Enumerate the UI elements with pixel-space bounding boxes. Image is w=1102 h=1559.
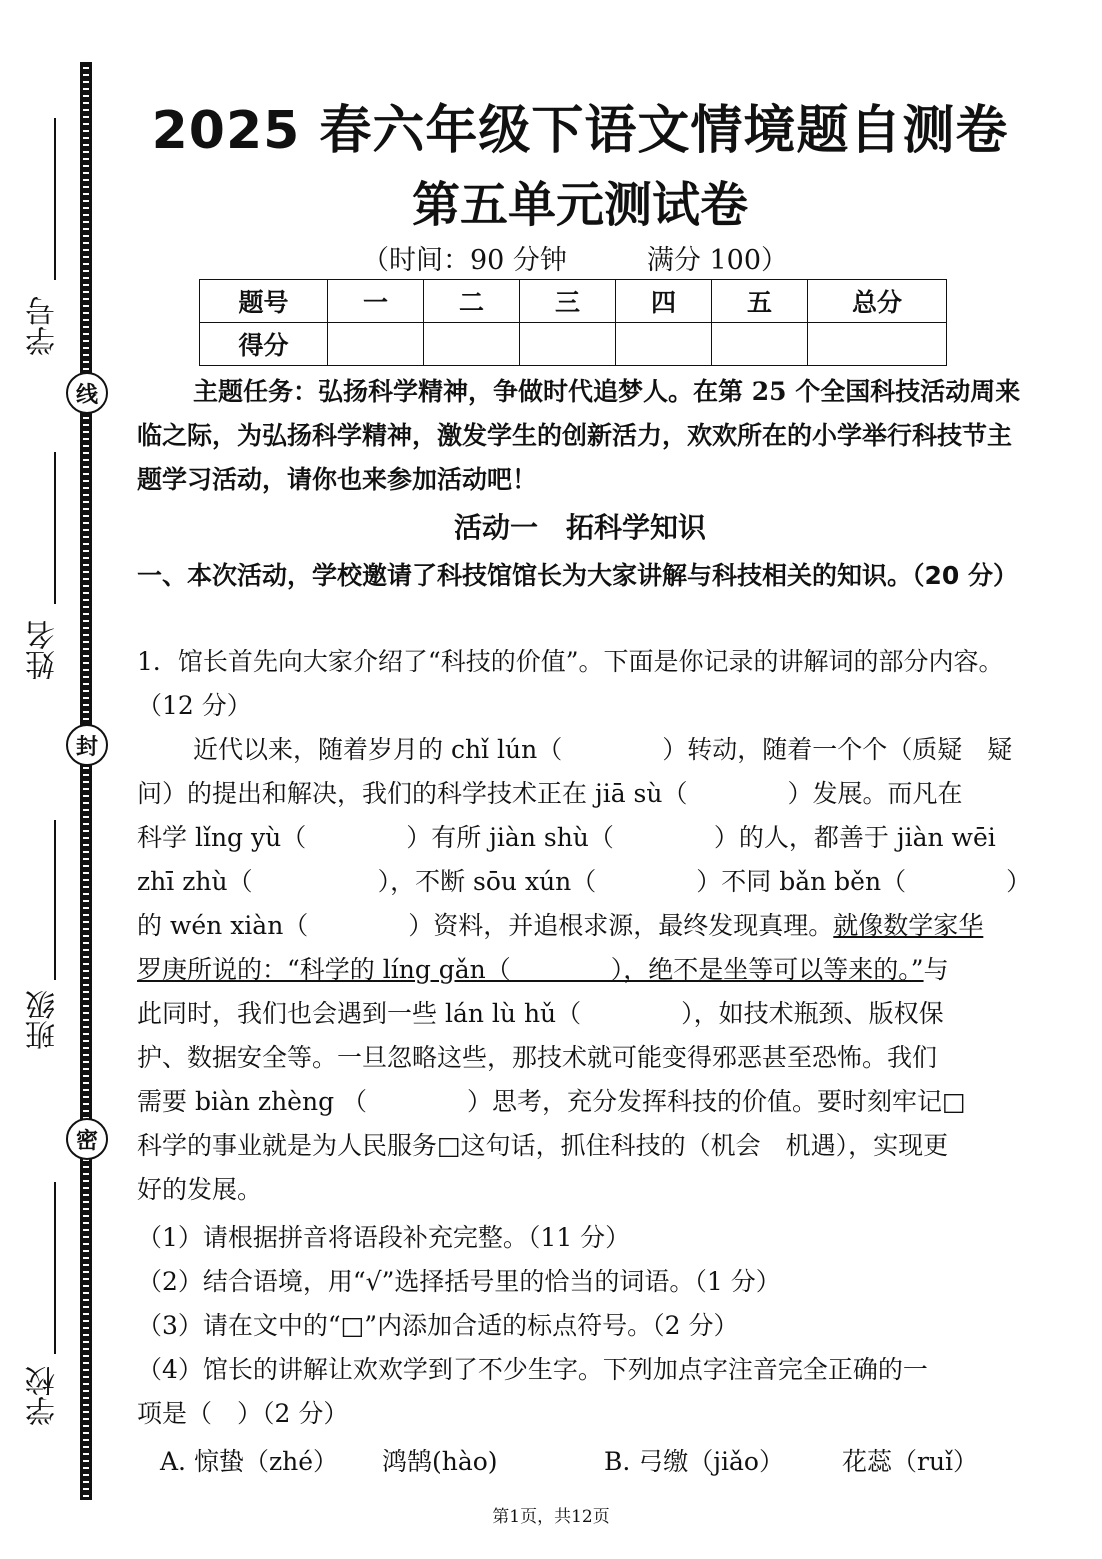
page-subtitle: 第五单元测试卷	[411, 177, 748, 233]
passage-text: 与	[923, 955, 949, 984]
score-table-header-row	[200, 280, 947, 323]
passage-line-with-quote	[137, 950, 1025, 986]
passage-text: 的 wén xiàn（ ）资料，并追根求源，最终发现真理。	[137, 911, 834, 940]
score-table	[199, 279, 947, 366]
score-header-cell: 总分	[808, 280, 947, 323]
option-a-2: 鸿鹄(hào)	[382, 1447, 498, 1476]
score-cell[interactable]	[424, 323, 520, 366]
full-marks: 满分 100）	[646, 245, 789, 276]
subquestion-2: （2）结合语境，用“√”选择括号里的恰当的词语。（1 分）	[137, 1267, 781, 1296]
school-label: 学校	[26, 1366, 61, 1426]
score-header-cell: 四	[616, 280, 712, 323]
class-label: 班级	[26, 990, 61, 1050]
seal-seal-mark: 封	[66, 724, 108, 766]
passage-line-with-quote	[137, 906, 1025, 942]
score-header-cell: 题号	[200, 280, 328, 323]
school-line	[54, 1182, 56, 1354]
time-limit: （时间：90 分钟	[361, 245, 567, 276]
score-cell[interactable]	[808, 323, 947, 366]
score-header-cell: 一	[328, 280, 424, 323]
subquestion-4-cont: 项是（ ）（2 分）	[137, 1399, 349, 1428]
seal-secret-mark: 密	[66, 1118, 108, 1160]
passage-line: 科学 lǐng yù（ ）有所 jiàn shù（ ）的人，都善于 jiàn wēi	[137, 823, 996, 852]
activity-heading: 活动一 拓科学知识	[453, 511, 706, 544]
passage-line: 问）的提出和解决，我们的科学技术正在 jiā sù（ ）发展。而凡在	[137, 779, 963, 808]
score-table-score-row	[200, 323, 947, 366]
passage-line: 近代以来，随着岁月的 chǐ lún（ ）转动，随着一个个（质疑 疑	[193, 735, 1013, 764]
page-title: 2025 春六年级下语文情境题自测卷	[151, 101, 1009, 161]
score-cell[interactable]	[520, 323, 616, 366]
subquestion-3: （3）请在文中的“□”内添加合适的标点符号。（2 分）	[137, 1311, 739, 1340]
student-id-label: 学号	[26, 296, 61, 356]
name-label: 姓名	[26, 620, 61, 680]
time-info	[0, 238, 1102, 277]
score-cell[interactable]	[328, 323, 424, 366]
subquestion-1: （1）请根据拼音将语段补充完整。（11 分）	[137, 1223, 631, 1252]
score-header-cell: 五	[712, 280, 808, 323]
seal-line-mark: 线	[66, 372, 108, 414]
question-1: 1．馆长首先向大家介绍了“科技的价值”。下面是你记录的讲解词的部分内容。（12 分）	[137, 647, 1004, 720]
underlined-quote-start: 就像数学家华	[833, 911, 984, 940]
passage-line: 此同时，我们也会遇到一些 lán lù hǔ（ ），如技术瓶颈、版权保	[137, 999, 944, 1028]
score-header-cell: 三	[520, 280, 616, 323]
passage-line: 护、数据安全等。一旦忽略这些，那技术就可能变得邪恶甚至恐怖。我们	[137, 1043, 938, 1072]
passage-line: 需要 biàn zhèng （ ）思考，充分发挥科技的价值。要时刻牢记□	[137, 1087, 966, 1116]
score-cell[interactable]	[712, 323, 808, 366]
passage-line: 科学的事业就是为人民服务□这句话，抓住科技的（机会 机遇），实现更	[137, 1131, 949, 1160]
score-header-cell: 二	[424, 280, 520, 323]
passage-line: 好的发展。	[137, 1175, 263, 1204]
theme-task-intro: 主题任务：弘扬科学精神，争做时代追梦人。在第 25 个全国科技活动周来临之际，为弘扬科学精神，激发学生的创新活力，欢欢所在的小学举行科技节主题学习活动，请你也来参加活动吧！	[137, 377, 1021, 494]
subquestion-4: （4）馆长的讲解让欢欢学到了不少生字。下列加点字注音完全正确的一	[137, 1355, 928, 1384]
underlined-quote-end: 罗庚所说的：“科学的 líng gǎn（ ），绝不是坐等可以等来的。”	[137, 955, 924, 984]
page-footer: 第1页，共12页	[492, 1507, 610, 1527]
option-a-1: A. 惊蛰（zhé）	[160, 1447, 339, 1476]
section-one-heading: 一、本次活动，学校邀请了科技馆馆长为大家讲解与科技相关的知识。（20 分）	[137, 561, 1018, 590]
binding-line	[80, 62, 92, 1500]
option-b-2: 花蕊（ruǐ）	[842, 1447, 979, 1476]
class-line	[54, 820, 56, 980]
score-row-label: 得分	[200, 323, 328, 366]
option-b-1: B. 弓缴（jiǎo）	[604, 1447, 784, 1476]
passage-line: zhī zhù（ ），不断 sōu xún（ ）不同 bǎn běn（ ）	[137, 867, 1032, 896]
score-cell[interactable]	[616, 323, 712, 366]
